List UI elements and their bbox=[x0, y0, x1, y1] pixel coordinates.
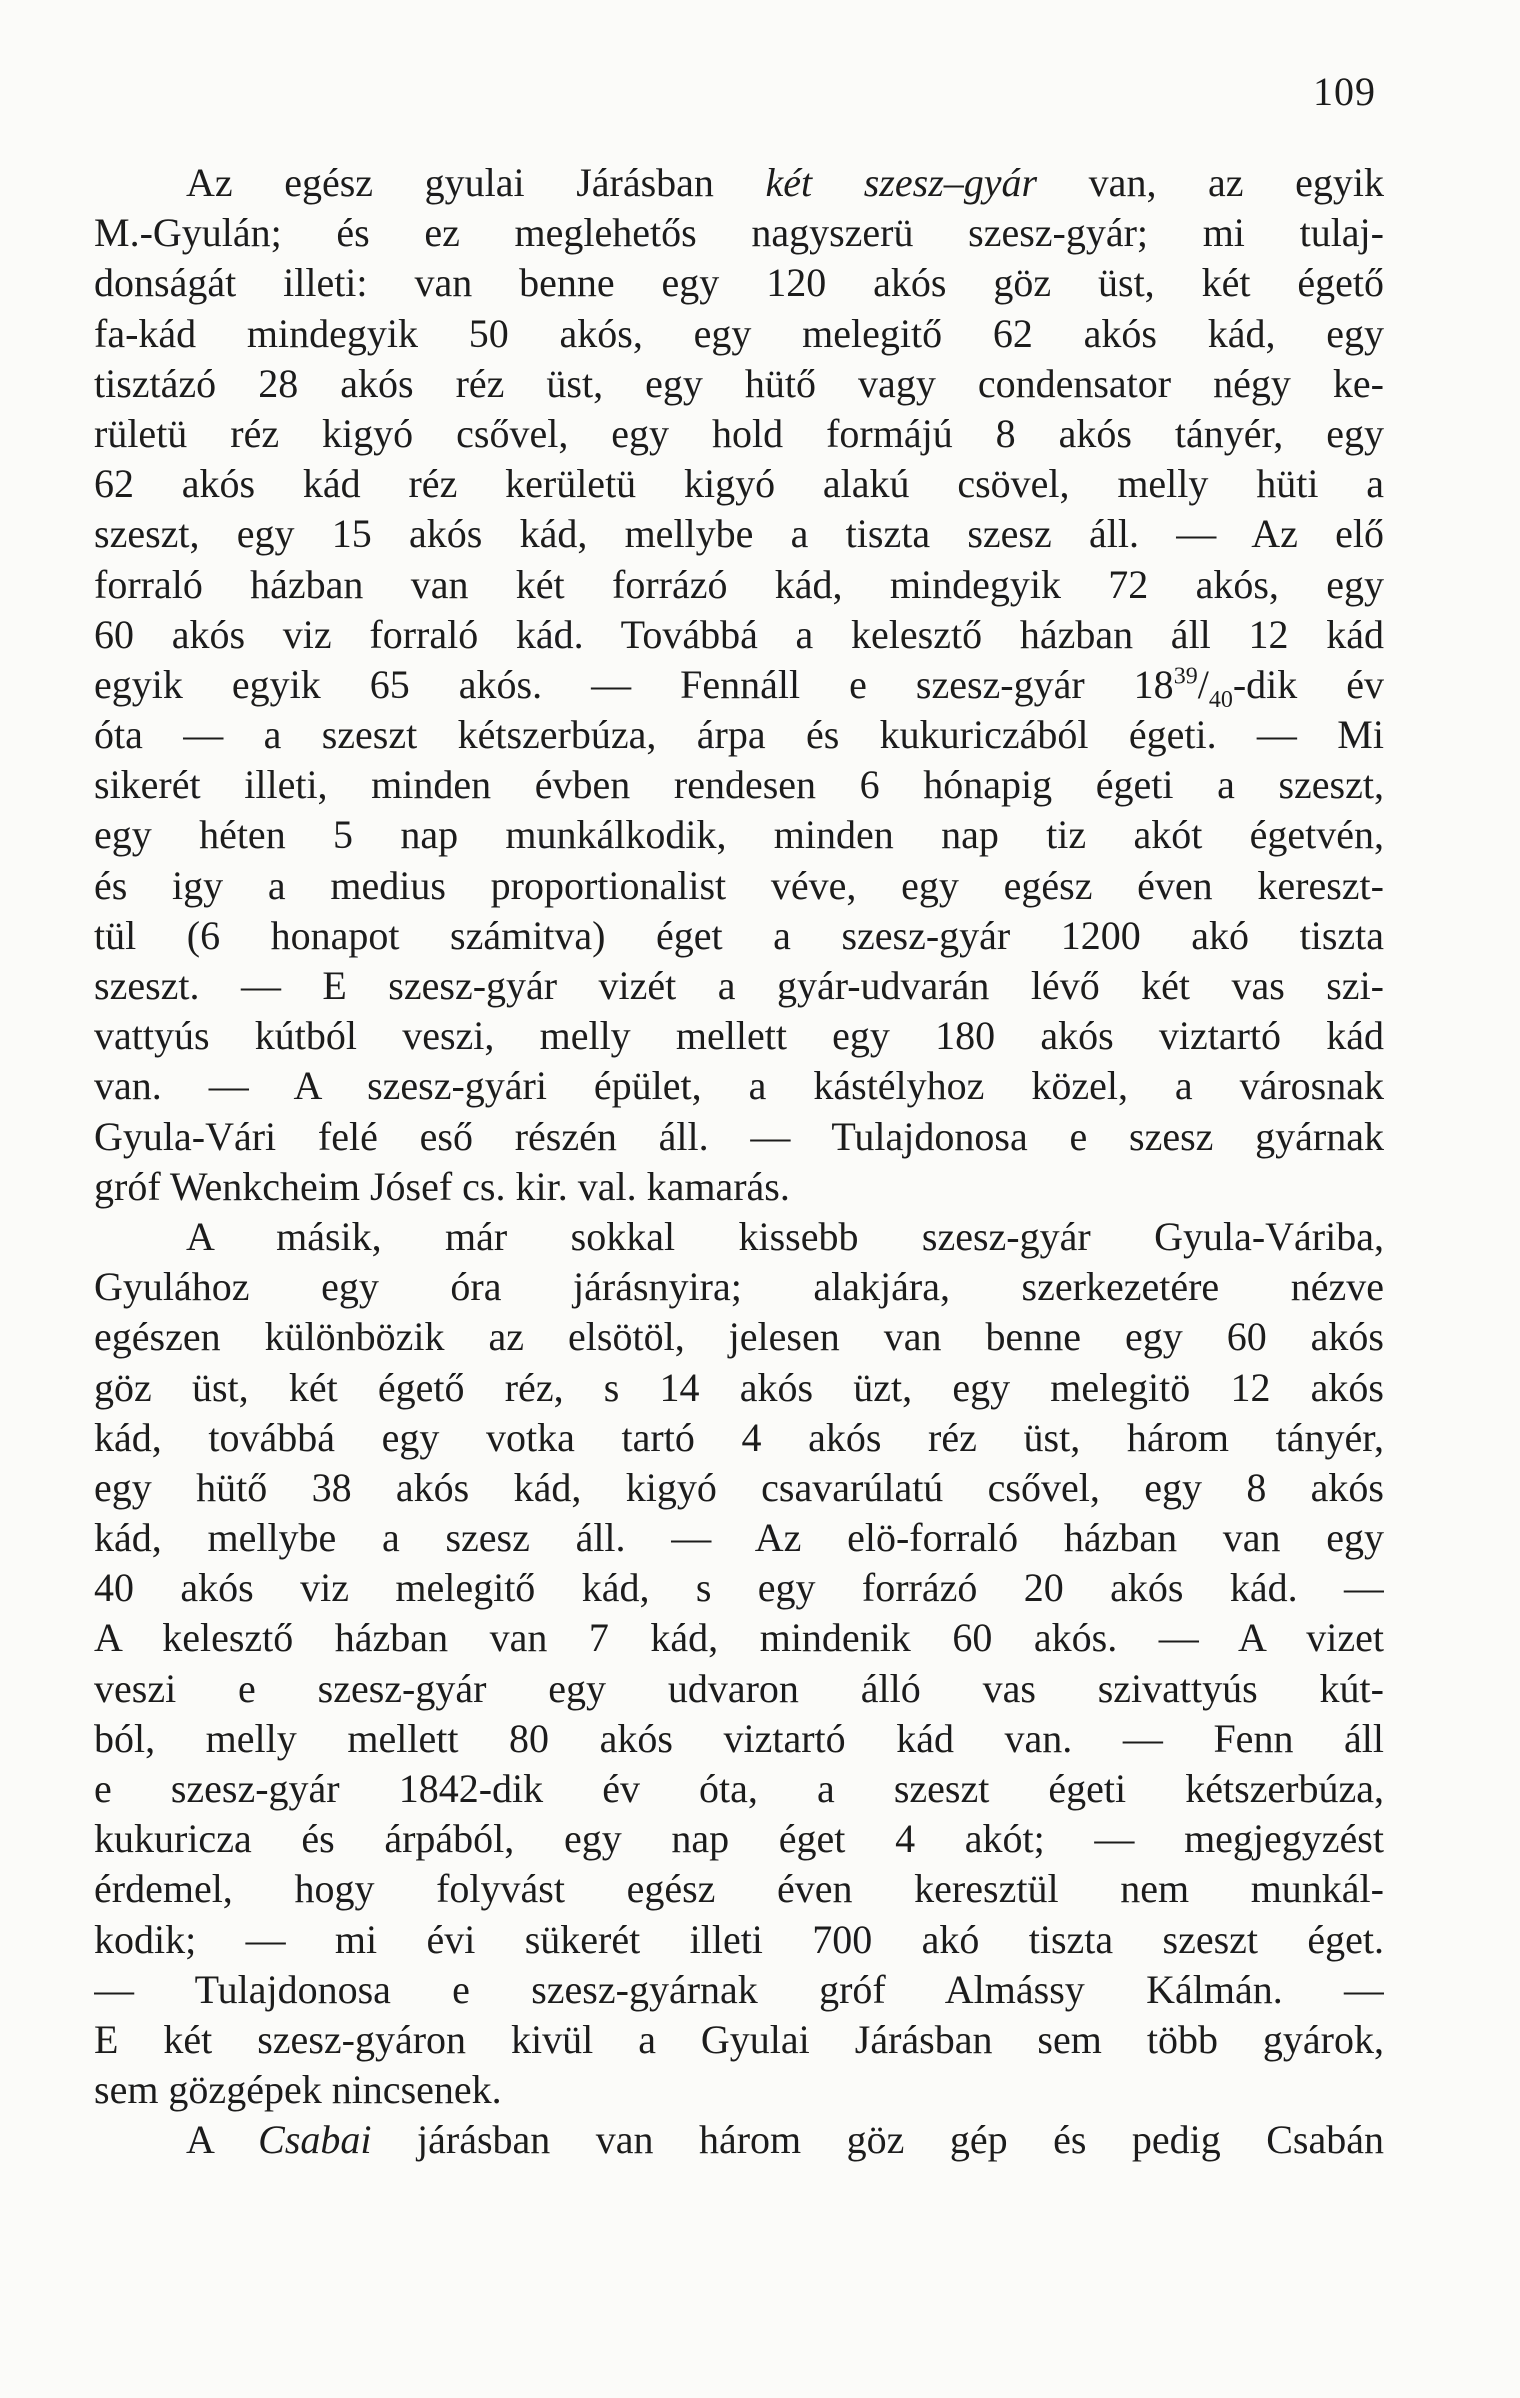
text-line bbox=[94, 1011, 1384, 1061]
text-run: e szesz-gyár 1842-dik év óta, a szeszt égeti kétszerbúza, bbox=[94, 1766, 1384, 1811]
text-line bbox=[94, 1061, 1384, 1111]
text-line bbox=[94, 1864, 1384, 1914]
text-line bbox=[94, 1714, 1384, 1764]
text-run: kád, mellybe a szesz áll. — Az elö-forraló házban van egy bbox=[94, 1515, 1384, 1561]
text-run: fa-kád mindegyik 50 akós, egy melegitő 62 akós kád, egy bbox=[94, 310, 1384, 356]
text-run: -dik év bbox=[1232, 661, 1384, 707]
text-line bbox=[94, 660, 1384, 710]
text-run: M.-Gyulán; és ez meglehetős nagyszerü szesz-gyár; mi tulaj- bbox=[94, 210, 1384, 256]
text-line bbox=[94, 1162, 1384, 1212]
text-run: kád, továbbá egy votka tartó 4 akós réz üst, három tányér, bbox=[94, 1414, 1384, 1460]
text-line bbox=[94, 810, 1384, 860]
superscript: 39 bbox=[1173, 663, 1198, 690]
text-run: sem gözgépek nincsenek. bbox=[94, 2067, 502, 2113]
text-line bbox=[94, 961, 1384, 1011]
text-line bbox=[94, 359, 1384, 409]
text-run: 40 akós viz melegitő kád, s egy forrázó 20 akós kád. — bbox=[94, 1565, 1384, 1611]
text-line bbox=[94, 208, 1384, 258]
text-run: / bbox=[1197, 661, 1209, 707]
text-run: tisztázó 28 akós réz üst, egy hütő vagy condensator négy ke- bbox=[94, 360, 1384, 406]
text-run: göz üst, két égető réz, s 14 akós üzt, egy melegitö 12 akós bbox=[94, 1364, 1384, 1410]
text-run: gróf Wenkcheim Jósef cs. kir. val. kamarás. bbox=[94, 1163, 790, 1209]
text-run: donságát illeti: van benne egy 120 akós göz üst, két égető bbox=[94, 260, 1384, 306]
text-run: 62 akós kád réz kerületü kigyó alakú csövel, melly hüti a bbox=[94, 461, 1384, 507]
text-line bbox=[94, 1312, 1384, 1362]
text-run: van. — A szesz-gyári épület, a kástélyhoz közel, a városnak bbox=[94, 1063, 1384, 1109]
text-run: tül (6 honapot számitva) éget a szesz-gyár 1200 akó tiszta bbox=[94, 912, 1384, 958]
text-line bbox=[94, 1463, 1384, 1513]
body-text bbox=[94, 158, 1384, 2166]
text-line bbox=[94, 459, 1384, 509]
text-line bbox=[94, 258, 1384, 308]
text-run: óta — a szeszt kétszerbúza, árpa és kukuriczából égeti. — Mi bbox=[94, 712, 1384, 758]
text-run: van, az egyik bbox=[1037, 160, 1384, 205]
text-run: érdemel, hogy folyvást egész éven keresztül nem munkál- bbox=[94, 1866, 1384, 1912]
text-run: szeszt, egy 15 akós kád, mellybe a tiszta szesz áll. — Az elő bbox=[94, 511, 1384, 557]
text-line bbox=[94, 1513, 1384, 1563]
text-run: ból, melly mellett 80 akós viztartó kád van. — Fenn áll bbox=[94, 1715, 1384, 1761]
text-line bbox=[94, 1613, 1384, 1663]
emphasized-text: Csabai bbox=[258, 2117, 372, 2163]
text-run: E két szesz-gyáron kivül a Gyulai Járásban sem több gyárok, bbox=[94, 2016, 1384, 2062]
text-line bbox=[94, 560, 1384, 610]
text-run: járásban van három göz gép és pedig Csabán bbox=[371, 2117, 1384, 2163]
emphasized-text: két szesz–gyár bbox=[765, 160, 1038, 205]
text-line bbox=[94, 1965, 1384, 2015]
text-line bbox=[94, 1112, 1384, 1162]
text-run: kodik; — mi évi sükerét illeti 700 akó tiszta szeszt éget. bbox=[94, 1916, 1384, 1962]
text-run: Gyula-Vári felé eső részén áll. — Tulajdonosa e szesz gyárnak bbox=[94, 1113, 1384, 1159]
text-run: egyik egyik 65 akós. — Fennáll e szesz-gyár 18 bbox=[94, 661, 1174, 707]
text-run: és igy a medius proportionalist véve, egy egész éven kereszt- bbox=[94, 862, 1384, 908]
text-line bbox=[94, 760, 1384, 810]
text-line bbox=[94, 1212, 1384, 1262]
text-line bbox=[94, 1764, 1384, 1814]
text-run: egészen különbözik az elsötöl, jelesen van benne egy 60 akós bbox=[94, 1314, 1384, 1360]
text-line bbox=[94, 1262, 1384, 1312]
text-run: rületü réz kigyó csővel, egy hold formájú 8 akós tányér, egy bbox=[94, 410, 1384, 456]
text-line bbox=[94, 409, 1384, 459]
subscript: 40 bbox=[1208, 686, 1233, 711]
text-line bbox=[94, 158, 1384, 208]
text-run: vattyús kútból veszi, melly mellett egy 180 akós viztartó kád bbox=[94, 1013, 1384, 1059]
text-run: kukuricza és árpából, egy nap éget 4 akót; — megjegyzést bbox=[94, 1816, 1384, 1862]
text-run: forraló házban van két forrázó kád, mindegyik 72 akós, egy bbox=[94, 561, 1384, 607]
text-run: Gyulához egy óra járásnyira; alakjára, szerkezetére nézve bbox=[94, 1264, 1384, 1310]
text-line bbox=[94, 710, 1384, 760]
text-line bbox=[94, 1563, 1384, 1613]
text-line bbox=[94, 1664, 1384, 1714]
text-line bbox=[94, 2065, 1384, 2115]
text-line bbox=[94, 1363, 1384, 1413]
text-run: — Tulajdonosa e szesz-gyárnak gróf Almássy Kálmán. — bbox=[94, 1966, 1384, 2012]
text-run: egy héten 5 nap munkálkodik, minden nap tiz akót égetvén, bbox=[94, 812, 1384, 858]
text-line bbox=[94, 1413, 1384, 1463]
text-line bbox=[94, 509, 1384, 559]
text-line bbox=[94, 2115, 1384, 2165]
text-run: sikerét illeti, minden évben rendesen 6 hónapig égeti a szeszt, bbox=[94, 762, 1384, 808]
text-run: szeszt. — E szesz-gyár vizét a gyár-udvarán lévő két vas szi- bbox=[94, 963, 1384, 1008]
text-line bbox=[94, 1915, 1384, 1965]
text-run: veszi e szesz-gyár egy udvaron álló vas szivattyús kút- bbox=[94, 1665, 1384, 1711]
text-run: 60 akós viz forraló kád. Továbbá a kelesztő házban áll 12 kád bbox=[94, 611, 1384, 657]
text-line bbox=[94, 861, 1384, 911]
page-number: 109 bbox=[1313, 69, 1376, 114]
text-line bbox=[94, 2015, 1384, 2065]
text-line bbox=[94, 911, 1384, 961]
text-run: Az egész gyulai Járásban bbox=[186, 160, 766, 205]
text-run: A kelesztő házban van 7 kád, mindenik 60 akós. — A vizet bbox=[94, 1615, 1384, 1661]
text-run: egy hütő 38 akós kád, kigyó csavarúlatú csővel, egy 8 akós bbox=[94, 1464, 1384, 1510]
text-run: A másik, már sokkal kissebb szesz-gyár Gyula-Váriba, bbox=[186, 1213, 1384, 1259]
text-line bbox=[94, 610, 1384, 660]
text-run: A bbox=[186, 2117, 259, 2163]
text-line bbox=[94, 1814, 1384, 1864]
text-line bbox=[94, 309, 1384, 359]
